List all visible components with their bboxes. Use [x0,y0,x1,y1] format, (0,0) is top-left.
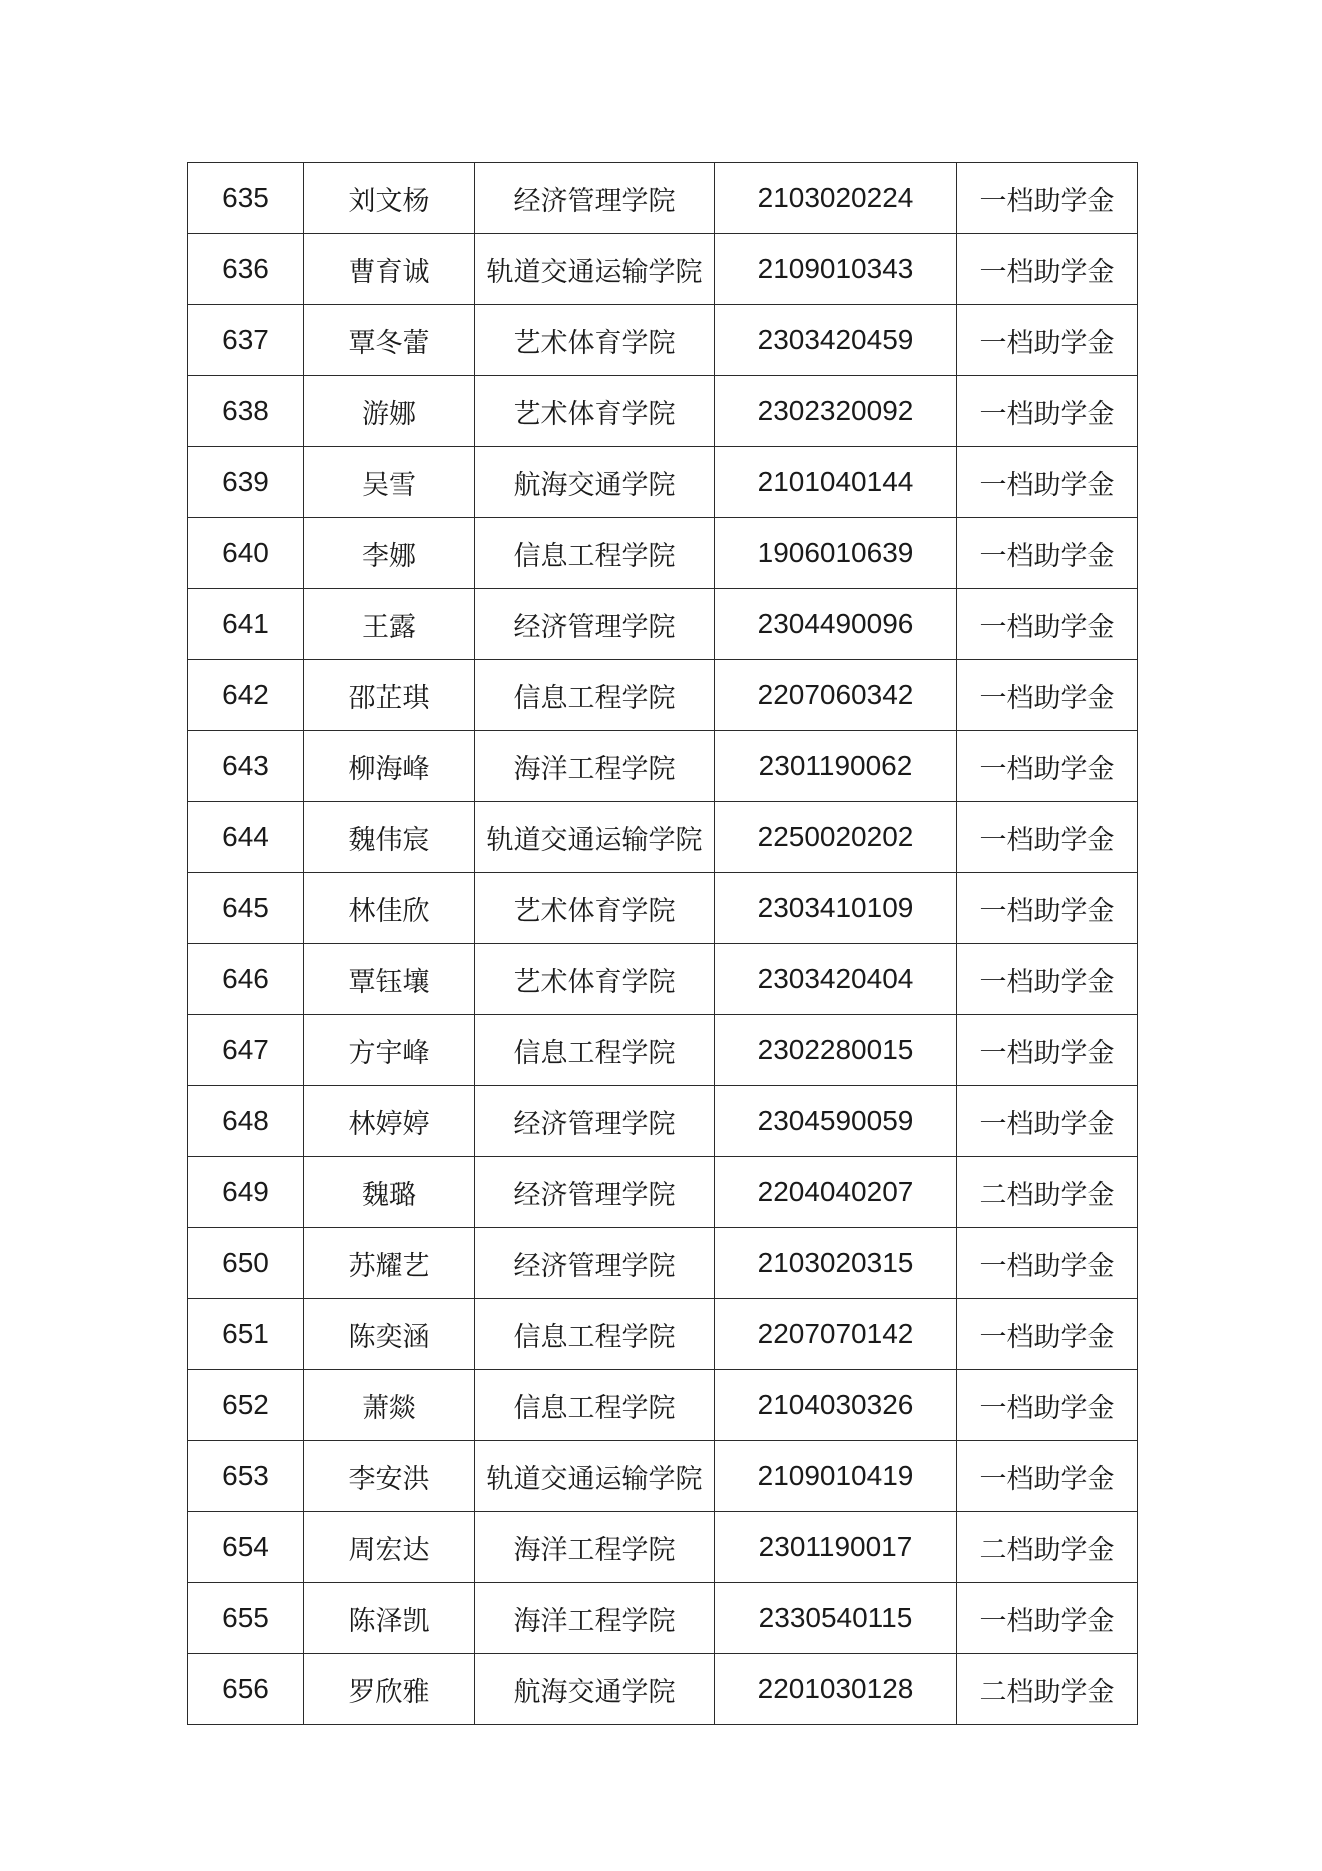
row-number: 648 [188,1086,304,1157]
table-row [188,305,1138,376]
table-row [188,1583,1138,1654]
table-row [188,660,1138,731]
table-row [188,1654,1138,1725]
student-name: 林佳欣 [304,873,475,944]
college-name: 航海交通学院 [475,1654,715,1725]
student-name: 刘文杨 [304,163,475,234]
student-name: 苏耀艺 [304,1228,475,1299]
row-number: 655 [188,1583,304,1654]
grant-level: 一档助学金 [957,1583,1138,1654]
grant-level: 一档助学金 [957,163,1138,234]
college-name: 轨道交通运输学院 [475,1441,715,1512]
student-name: 周宏达 [304,1512,475,1583]
grant-level: 一档助学金 [957,802,1138,873]
college-name: 经济管理学院 [475,1228,715,1299]
college-name: 海洋工程学院 [475,1583,715,1654]
student-id: 2330540115 [715,1583,957,1654]
student-id: 2204040207 [715,1157,957,1228]
student-id: 2302280015 [715,1015,957,1086]
student-id: 2301190017 [715,1512,957,1583]
row-number: 636 [188,234,304,305]
student-name: 罗欣雅 [304,1654,475,1725]
college-name: 经济管理学院 [475,589,715,660]
grant-level: 一档助学金 [957,1370,1138,1441]
college-name: 经济管理学院 [475,1157,715,1228]
grant-level: 一档助学金 [957,1299,1138,1370]
grant-level: 一档助学金 [957,731,1138,802]
student-name: 萧燚 [304,1370,475,1441]
college-name: 海洋工程学院 [475,731,715,802]
student-id: 2304590059 [715,1086,957,1157]
student-id: 2303410109 [715,873,957,944]
student-id: 2304490096 [715,589,957,660]
student-name: 林婷婷 [304,1086,475,1157]
table-row [188,1015,1138,1086]
row-number: 641 [188,589,304,660]
college-name: 信息工程学院 [475,1370,715,1441]
row-number: 649 [188,1157,304,1228]
student-name: 魏璐 [304,1157,475,1228]
row-number: 654 [188,1512,304,1583]
grant-level: 一档助学金 [957,660,1138,731]
row-number: 643 [188,731,304,802]
student-id: 2250020202 [715,802,957,873]
college-name: 艺术体育学院 [475,305,715,376]
college-name: 经济管理学院 [475,1086,715,1157]
row-number: 642 [188,660,304,731]
college-name: 航海交通学院 [475,447,715,518]
table-row [188,731,1138,802]
grant-level: 二档助学金 [957,1157,1138,1228]
row-number: 637 [188,305,304,376]
table-row [188,873,1138,944]
student-id: 2302320092 [715,376,957,447]
student-name: 柳海峰 [304,731,475,802]
student-name: 王露 [304,589,475,660]
table-row [188,944,1138,1015]
row-number: 653 [188,1441,304,1512]
grant-level: 二档助学金 [957,1512,1138,1583]
table-row [188,234,1138,305]
grant-level: 一档助学金 [957,447,1138,518]
table-row [188,447,1138,518]
student-name: 覃冬蕾 [304,305,475,376]
student-id: 2101040144 [715,447,957,518]
scholarship-table [187,162,1138,1725]
grant-level: 一档助学金 [957,873,1138,944]
grant-level: 一档助学金 [957,589,1138,660]
row-number: 651 [188,1299,304,1370]
student-name: 李安洪 [304,1441,475,1512]
college-name: 信息工程学院 [475,518,715,589]
row-number: 647 [188,1015,304,1086]
grant-level: 一档助学金 [957,1015,1138,1086]
student-name: 覃钰壤 [304,944,475,1015]
row-number: 650 [188,1228,304,1299]
grant-level: 一档助学金 [957,944,1138,1015]
college-name: 信息工程学院 [475,1015,715,1086]
table-row [188,1441,1138,1512]
table-body [188,163,1138,1725]
grant-level: 一档助学金 [957,234,1138,305]
row-number: 645 [188,873,304,944]
student-id: 2104030326 [715,1370,957,1441]
row-number: 656 [188,1654,304,1725]
row-number: 640 [188,518,304,589]
college-name: 艺术体育学院 [475,376,715,447]
grant-level: 一档助学金 [957,1086,1138,1157]
student-id: 2109010419 [715,1441,957,1512]
college-name: 海洋工程学院 [475,1512,715,1583]
student-name: 邵芷琪 [304,660,475,731]
college-name: 信息工程学院 [475,660,715,731]
student-id: 2207070142 [715,1299,957,1370]
student-name: 李娜 [304,518,475,589]
student-id: 2207060342 [715,660,957,731]
student-id: 1906010639 [715,518,957,589]
grant-level: 一档助学金 [957,376,1138,447]
row-number: 646 [188,944,304,1015]
college-name: 艺术体育学院 [475,944,715,1015]
row-number: 652 [188,1370,304,1441]
college-name: 艺术体育学院 [475,873,715,944]
student-id: 2301190062 [715,731,957,802]
student-name: 魏伟宸 [304,802,475,873]
table-row [188,1512,1138,1583]
student-id: 2303420404 [715,944,957,1015]
student-id: 2103020224 [715,163,957,234]
college-name: 轨道交通运输学院 [475,234,715,305]
table-row [188,163,1138,234]
row-number: 635 [188,163,304,234]
student-name: 方宇峰 [304,1015,475,1086]
table-row [188,376,1138,447]
student-id: 2201030128 [715,1654,957,1725]
grant-level: 一档助学金 [957,518,1138,589]
table-row [188,1370,1138,1441]
row-number: 639 [188,447,304,518]
college-name: 经济管理学院 [475,163,715,234]
student-name: 陈奕涵 [304,1299,475,1370]
student-name: 游娜 [304,376,475,447]
student-id: 2303420459 [715,305,957,376]
table-row [188,1086,1138,1157]
student-id: 2109010343 [715,234,957,305]
student-id: 2103020315 [715,1228,957,1299]
student-name: 陈泽凯 [304,1583,475,1654]
grant-level: 一档助学金 [957,305,1138,376]
grant-level: 二档助学金 [957,1654,1138,1725]
table-row [188,518,1138,589]
table-row [188,802,1138,873]
table-row [188,1157,1138,1228]
row-number: 638 [188,376,304,447]
grant-level: 一档助学金 [957,1228,1138,1299]
table-row [188,1228,1138,1299]
college-name: 轨道交通运输学院 [475,802,715,873]
table-row [188,1299,1138,1370]
grant-level: 一档助学金 [957,1441,1138,1512]
table-row [188,589,1138,660]
row-number: 644 [188,802,304,873]
student-name: 曹育诚 [304,234,475,305]
college-name: 信息工程学院 [475,1299,715,1370]
student-name: 吴雪 [304,447,475,518]
